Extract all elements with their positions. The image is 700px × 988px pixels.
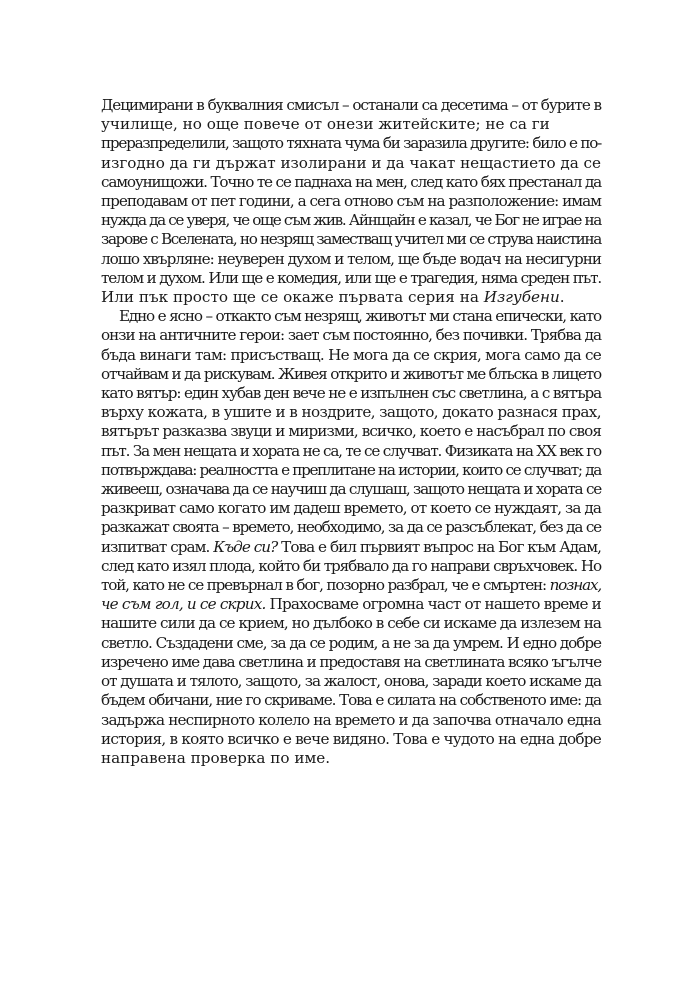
text-line bbox=[101, 691, 601, 710]
text-line bbox=[101, 480, 601, 499]
text-segment: бъда винаги там: присъстващ. Не мога да се скрия, мога само да се bbox=[101, 345, 601, 364]
text-segment: от душата и тялото, защото, за жалост, онова, заради което искаме да bbox=[101, 672, 601, 691]
text-line bbox=[101, 461, 601, 480]
text-segment: Това е бил първият въпрос на Бог към Адам, bbox=[277, 537, 601, 556]
text-segment: отчайвам и да рискувам. Живея открито и животът ме блъска в лицето bbox=[101, 364, 601, 383]
text-line bbox=[101, 634, 601, 653]
text-segment: път. За мен нещата и хората не са, те се случват. Физиката на XX век го bbox=[101, 441, 601, 460]
text-line bbox=[101, 538, 601, 557]
text-segment: зарове с Вселената, но незрящ заместващ учител ми се струва наистина bbox=[101, 230, 601, 249]
text-line bbox=[101, 403, 601, 422]
text-line bbox=[101, 557, 601, 576]
text-line bbox=[101, 499, 601, 518]
text-line bbox=[101, 307, 601, 326]
italic-text: Къде си? bbox=[213, 537, 278, 556]
text-line bbox=[101, 288, 601, 307]
body-text bbox=[101, 96, 601, 768]
italic-text: че съм гол, и се скрих. bbox=[101, 595, 266, 614]
text-segment: върху кожата, в ушите и в ноздрите, защото, докато разнася прах, bbox=[101, 403, 601, 422]
text-line bbox=[101, 672, 601, 691]
text-line bbox=[101, 614, 601, 633]
text-segment: Едно е ясно – откакто съм незрящ, животът ми стана епически, като bbox=[119, 307, 601, 326]
italic-text: познах, bbox=[549, 576, 601, 595]
text-line bbox=[101, 442, 601, 461]
text-segment: Или пък просто ще се окаже първата серия на bbox=[101, 288, 484, 307]
text-segment: нужда да се уверя, че още съм жив. Айнщайн е казал, че Бог не играе на bbox=[101, 211, 601, 230]
paragraph bbox=[101, 307, 601, 768]
text-segment: задържа неспирното колело на времето и да започва отначало една bbox=[101, 710, 601, 729]
text-line bbox=[101, 346, 601, 365]
italic-text: Изгубени bbox=[483, 288, 560, 307]
text-segment: изпитват срам. bbox=[101, 537, 214, 556]
text-segment: след като изял плода, който би трябвало да го направи свръхчовек. Но bbox=[101, 556, 601, 575]
text-segment: история, в която всичко е вече видяно. Това е чудото на една добре bbox=[101, 729, 601, 748]
text-segment: потвърждава: реалността е преплитане на истории, които се случват; да bbox=[101, 460, 601, 479]
text-line bbox=[101, 211, 601, 230]
text-segment: той, като не се превърнал в бог, позорно разбрал, че е смъртен: bbox=[101, 576, 550, 595]
text-segment: като вятър: един хубав ден вече не е изпълнен със светлина, а с вятъра bbox=[101, 384, 601, 403]
text-segment: преразпределили, защото тяхната чума би заразила другите: било е по- bbox=[101, 134, 601, 153]
text-line bbox=[101, 96, 601, 115]
text-segment: светло. Създадени сме, за да се родим, а не за да умрем. И едно добре bbox=[101, 633, 601, 652]
text-line bbox=[101, 269, 601, 288]
text-line bbox=[101, 134, 601, 153]
text-segment: направена проверка по име. bbox=[101, 748, 331, 767]
text-line bbox=[101, 115, 601, 134]
text-segment: разкажат своята – времето, необходимо, за да се разсъблекат, без да се bbox=[101, 518, 601, 537]
text-segment: разкриват само когато им дадеш времето, от което се нуждаят, за да bbox=[101, 499, 601, 518]
text-line bbox=[101, 711, 601, 730]
text-segment: телом и духом. Или ще е комедия, или ще е трагедия, няма среден път. bbox=[101, 268, 601, 287]
text-segment: изгодно да ги държат изолирани и да чакат нещастието да се bbox=[101, 153, 601, 172]
text-line bbox=[101, 576, 601, 595]
text-line bbox=[101, 749, 601, 768]
text-line bbox=[101, 595, 601, 614]
text-segment: вятърът разказва звуци и миризми, всичко, което е насъбрал по своя bbox=[101, 422, 601, 441]
text-line bbox=[101, 326, 601, 345]
text-segment: Децимирани в буквалния смисъл – останали са десетима – от бурите в bbox=[101, 96, 601, 114]
text-line bbox=[101, 384, 601, 403]
text-segment: бъдем обичани, ние го скриваме. Това е силата на собственото име: да bbox=[101, 691, 601, 710]
text-line bbox=[101, 422, 601, 441]
text-line bbox=[101, 653, 601, 672]
paragraph bbox=[101, 96, 601, 307]
text-line bbox=[101, 173, 601, 192]
text-line bbox=[101, 192, 601, 211]
text-segment: преподавам от пет години, а сега отново съм на разположение: имам bbox=[101, 192, 601, 211]
text-line bbox=[101, 154, 601, 173]
text-segment: онзи на античните герои: зает съм постоянно, без почивки. Трябва да bbox=[101, 326, 601, 345]
text-line bbox=[101, 730, 601, 749]
text-segment: Прахосваме огромна част от нашето време и bbox=[265, 595, 601, 614]
text-line bbox=[101, 365, 601, 384]
text-segment: живееш, означава да се научиш да слушаш, защото нещата и хората се bbox=[101, 480, 601, 499]
text-segment: нашите сили да се крием, но дълбоко в себе си искаме да излезем на bbox=[101, 614, 601, 633]
text-line bbox=[101, 518, 601, 537]
text-segment: самоунищожи. Точно те се паднаха на мен, след като бях престанал да bbox=[101, 172, 601, 191]
text-line bbox=[101, 230, 601, 249]
text-segment: изречено име дава светлина и предоставя на светлината всяко ъгълче bbox=[101, 652, 601, 671]
text-segment: училище, но още повече от онези житейските; не са ги bbox=[101, 115, 550, 134]
text-line bbox=[101, 250, 601, 269]
text-segment: . bbox=[559, 288, 565, 307]
text-segment: лошо хвърляне: неуверен духом и телом, ще бъде водач на несигурни bbox=[101, 249, 601, 268]
